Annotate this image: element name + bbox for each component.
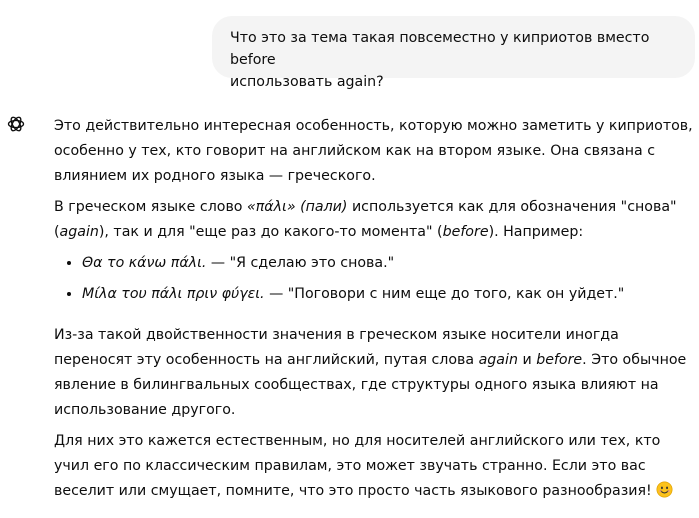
examples-list — [54, 251, 694, 307]
example-translation: — "Поговори с ним еще до того, как он уйдет." — [264, 286, 625, 302]
user-message-line-1: Что это за тема такая повсеместно у киприотов вместо before — [230, 30, 650, 68]
p3-text-e: . Это обычное явление в билингвальных сообществах, где структуры одного языка влияют на использование другого. — [54, 352, 687, 418]
greek-example: Θα το κάνω πάλι. — [82, 255, 207, 271]
p2-before: before — [442, 224, 489, 240]
answer-paragraph-1: Это действительно интересная особенность, которую можно заметить у киприотов, особенно у тех, кто говорит на английском как на втором языке. Она связана с влиянием их родного языка — греческого. — [54, 118, 693, 184]
answer-paragraph-3 — [54, 323, 694, 423]
smiling-face-emoji-icon — [656, 481, 673, 498]
p3-text-a: Из-за такой двойственности значения в греческом языке носители иногда переносят эту особенность на английский, путая слова — [54, 327, 619, 368]
openai-logo-icon — [6, 114, 26, 134]
p4-text: Для них это кажется естественным, но для носителей английского или тех, кто учил его по классическим правилам, это может звучать странно. Если это вас веселит или смущает, помните, что это просто часть языкового разнообразия! — [54, 433, 661, 499]
p3-text-c: и — [517, 352, 537, 368]
p2-text-g: ). Например: — [488, 224, 584, 240]
list-item — [82, 251, 694, 276]
user-message-line-2: использовать again? — [230, 74, 384, 90]
answer-paragraph-2 — [54, 195, 694, 245]
greek-example: Μίλα του πάλι πριν φύγει. — [82, 286, 265, 302]
p3-again: again — [478, 352, 518, 368]
p3-before: before — [536, 352, 583, 368]
p2-text-e: ), так и для "еще раз до какого-то момента" ( — [98, 224, 443, 240]
p2-text-c: используется как для обозначения "снова" ( — [54, 199, 677, 240]
user-message-bubble — [212, 16, 695, 90]
answer-paragraph-4 — [54, 429, 694, 504]
p2-again: again — [59, 224, 99, 240]
p2-greek-word: «πάλι» (пали) — [247, 199, 348, 215]
list-item — [82, 282, 694, 307]
assistant-message — [54, 114, 694, 510]
p2-text-a: В греческом языке слово — [54, 199, 247, 215]
example-translation: — "Я сделаю это снова." — [206, 255, 395, 271]
